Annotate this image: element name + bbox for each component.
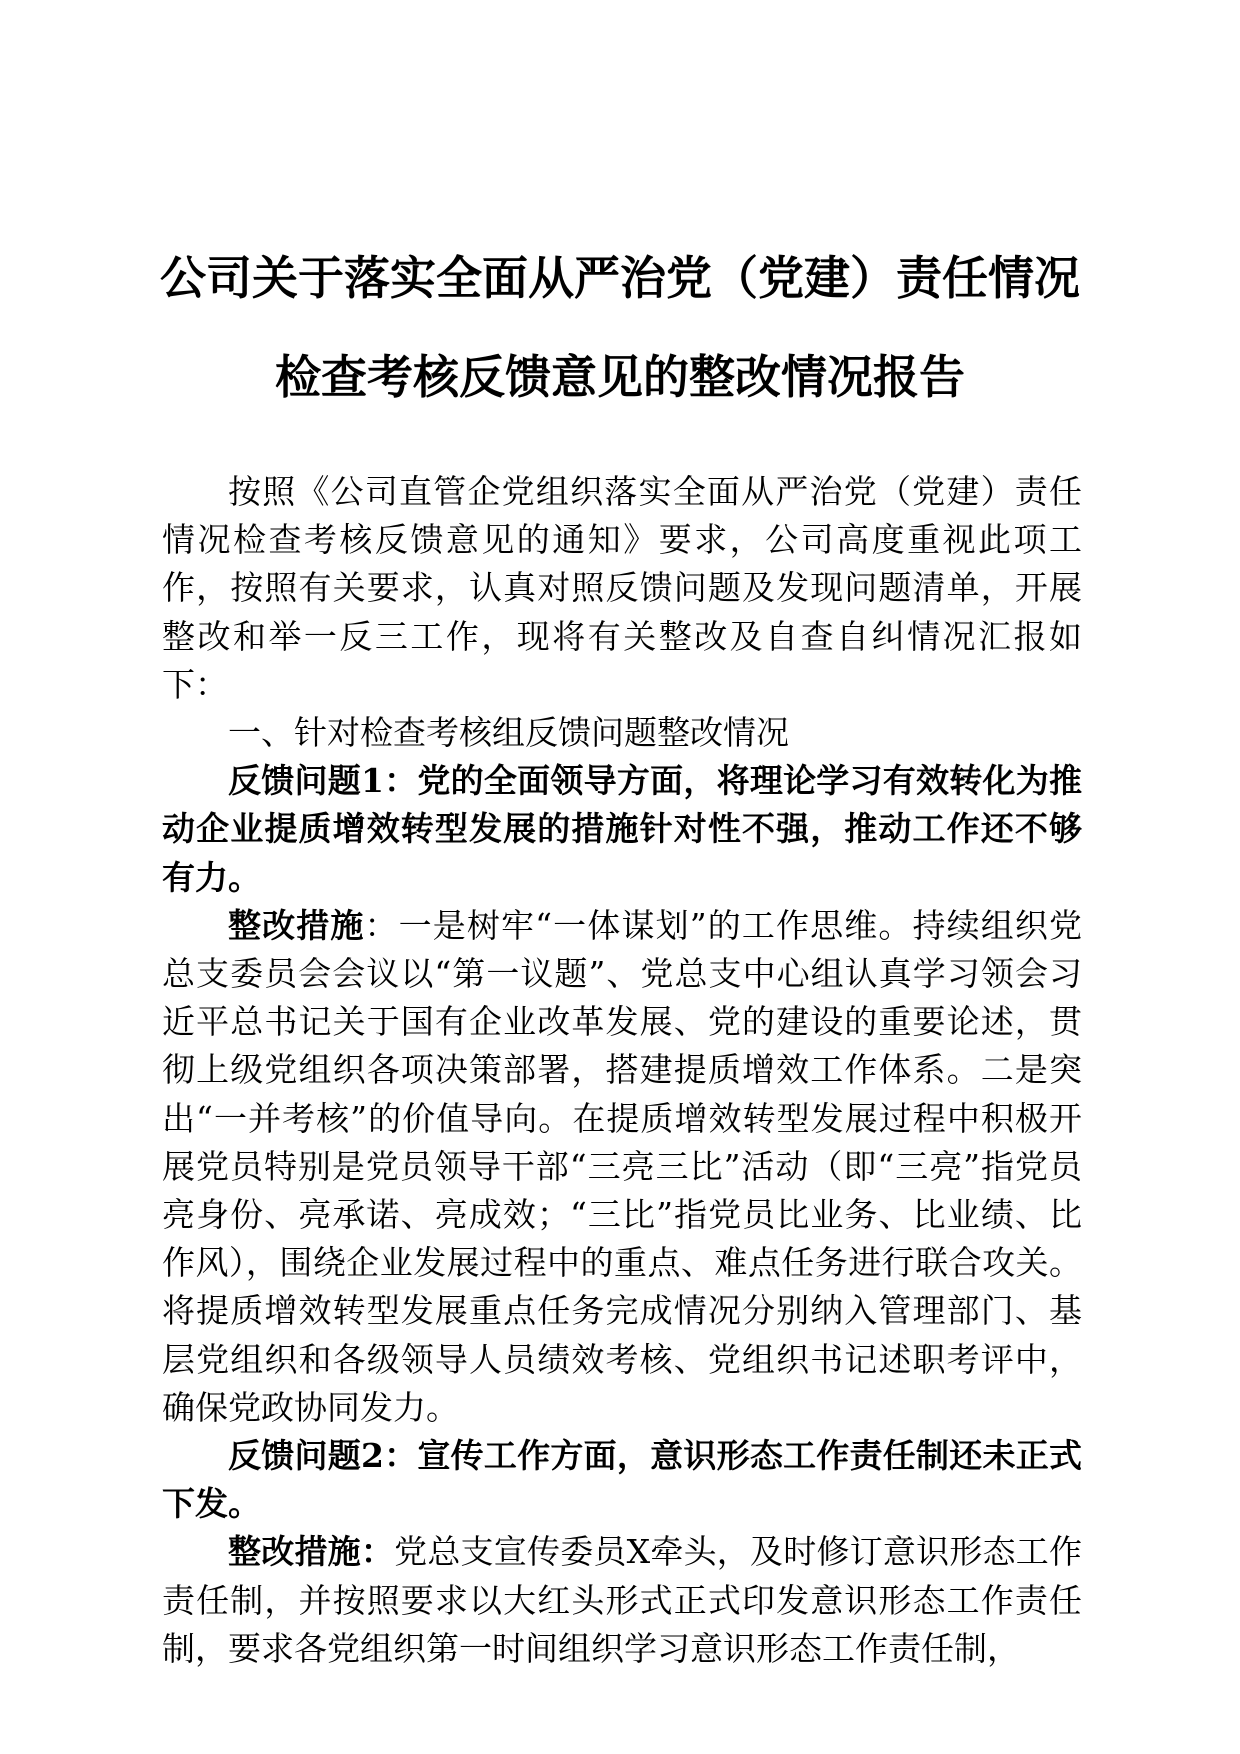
measure-2-text: 党总支宣传委员X牵头，及时修订意识形态工作责任制，并按照要求以大红头形式正式印发意识形态工作责任制，要求各党组织第一时间组织学习意识形态工作责任制，: [162, 1532, 1083, 1668]
rectification-measure-2: [162, 1528, 1082, 1673]
intro-paragraph: 按照《公司直管企党组织落实全面从严治党（党建）责任情况检查考核反馈意见的通知》要求，公司高度重视此项工作，按照有关要求，认真对照反馈问题及发现问题清单，开展整改和举一反三工作，现将有关整改及自查自纠情况汇报如下：: [162, 472, 1082, 704]
measure-2-label: 整改措施：: [228, 1532, 395, 1572]
rectification-measure-1: [162, 902, 1082, 1432]
measure-1-label: 整改措施: [228, 905, 365, 945]
measure-1-text: ：一是树牢“一体谋划”的工作思维。持续组织党总支委员会会议以“第一议题”、党总支中心组认真学习领会习近平总书记关于国有企业改革发展、党的建设的重要论述，贯彻上级党组织各项决策部署，搭建提质增效工作体系。二是突出“一并考核”的价值导向。在提质增效转型发展过程中积极开展党员特别是党员领导干部“三亮三比”活动（即“三亮”指党员亮身份、亮承诺、亮成效；“三比”指党员比业务、比业绩、比作风），围绕企业发展过程中的重点、难点任务进行联合攻关。将提质增效转型发展重点任务完成情况分别纳入管理部门、基层党组织和各级领导人员绩效考核、党组织书记述职考评中，确保党政协同发力。: [162, 905, 1083, 1427]
document-title-line-1: 公司关于落实全面从严治党（党建）责任情况: [160, 251, 1080, 305]
document-body: [162, 468, 1082, 1673]
feedback-issue-1: 反馈问题1：党的全面领导方面，将理论学习有效转化为推动企业提质增效转型发展的措施针对性不强，推动工作还不够有力。: [162, 761, 1082, 897]
document-title-line-2: 检查考核反馈意见的整改情况报告: [275, 350, 965, 404]
feedback-issue-2: 反馈问题2：宣传工作方面，意识形态工作责任制还未正式下发。: [162, 1436, 1082, 1524]
section-heading-1: 一、针对检查考核组反馈问题整改情况: [228, 713, 789, 753]
